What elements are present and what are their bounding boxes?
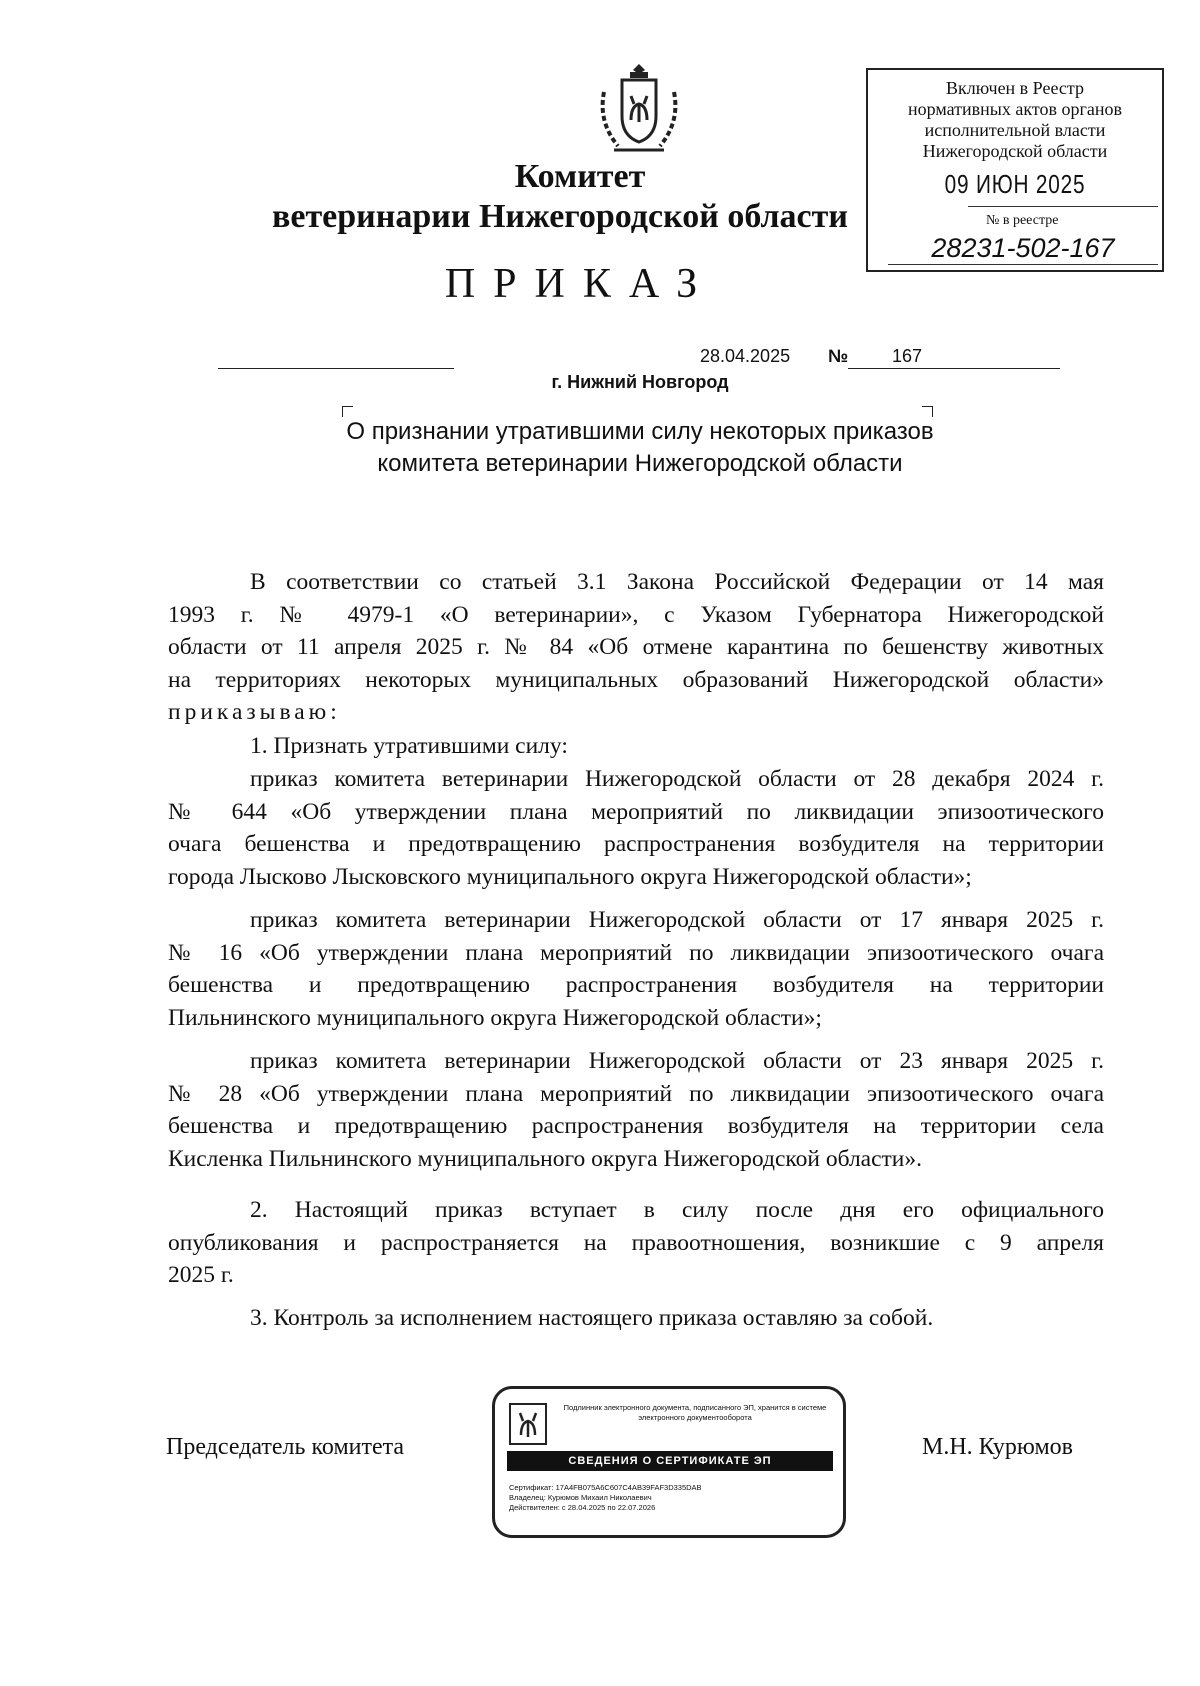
stamp-line: Включен в Реестр bbox=[946, 78, 1084, 98]
date-underline bbox=[218, 368, 454, 369]
text-line: Кисленка Пильнинского муниципального округа Нижегородской области». bbox=[168, 1145, 922, 1172]
stamp-registry-number: 28231-502-167 bbox=[888, 232, 1158, 265]
text-line: Пильнинского муниципального округа Нижегородской области»; bbox=[168, 1004, 822, 1031]
text-line: 1. Признать утратившими силу: bbox=[250, 733, 568, 759]
text-line: № 16 «Об утверждении плана мероприятий по ликвидации эпизоотического очага bbox=[168, 939, 1104, 966]
order-word: приказываю: bbox=[168, 699, 341, 725]
text-line: бешенства и предотвращению распространения возбудителя на территории bbox=[168, 972, 1104, 998]
electronic-signature-stamp bbox=[492, 1386, 846, 1538]
text-line: опубликования и распространяется на правоотношения, возникшие с 9 апреля bbox=[168, 1229, 1104, 1256]
item-1-sub-3 bbox=[168, 1045, 1104, 1175]
text-line: 3. Контроль за исполнением настоящего приказа оставляю за собой. bbox=[250, 1305, 934, 1331]
signer-title: Председатель комитета bbox=[166, 1434, 405, 1460]
coat-of-arms-icon bbox=[594, 62, 684, 160]
document-city: г. Нижний Новгород bbox=[551, 372, 729, 392]
esig-header-bar: СВЕДЕНИЯ О СЕРТИФИКАТЕ ЭП bbox=[507, 1451, 833, 1471]
item-1-sub-1 bbox=[168, 763, 1104, 893]
text-line: бешенства и предотвращению распространения возбудителя на территории села bbox=[168, 1113, 1104, 1139]
document-type-title: ПРИКАЗ bbox=[444, 261, 716, 307]
text-line: приказ комитета ветеринарии Нижегородской области от 23 января 2025 г. bbox=[250, 1048, 1104, 1074]
item-1-sub-2 bbox=[168, 904, 1104, 1034]
esig-certificate: Сертификат: 17A4FB075A6C607C4AB39FAF3D335DAB bbox=[509, 1483, 702, 1492]
text-line: города Лысково Лысковского муниципального округа Нижегородской области»; bbox=[168, 863, 972, 890]
number-underline bbox=[848, 368, 1060, 369]
text-line: В соответствии со статьей 3.1 Закона Российской Федерации от 14 мая bbox=[250, 569, 1104, 595]
text-line: 2025 г. bbox=[168, 1262, 234, 1288]
text-line: № 28 «Об утверждении плана мероприятий по ликвидации эпизоотического очага bbox=[168, 1080, 1104, 1107]
deer-emblem-icon bbox=[509, 1403, 547, 1445]
stamp-divider bbox=[968, 206, 1158, 207]
signer-name: М.Н. Курюмов bbox=[922, 1434, 1074, 1460]
esig-details bbox=[509, 1483, 829, 1513]
item-3 bbox=[168, 1302, 1104, 1335]
stamp-number-label: № в реестре bbox=[986, 213, 1059, 228]
stamp-date: 09 ИЮН 2025 bbox=[944, 169, 1086, 199]
text-line: № 644 «Об утверждении плана мероприятий по ликвидации эпизоотического bbox=[168, 798, 1104, 825]
text-line: приказ комитета ветеринарии Нижегородской области от 28 декабря 2024 г. bbox=[250, 766, 1104, 792]
text-line: 2. Настоящий приказ вступает в силу после дня его официального bbox=[250, 1197, 1104, 1223]
esig-note: Подлинник электронного документа, подписанного ЭП, хранится в системе электронного документооборота bbox=[563, 1403, 827, 1422]
esig-valid: Действителен: с 28.04.2025 по 22.07.2026 bbox=[509, 1503, 656, 1512]
registry-stamp bbox=[866, 68, 1164, 272]
item-2 bbox=[168, 1194, 1104, 1292]
text-line: приказ комитета ветеринарии Нижегородской области от 17 января 2025 г. bbox=[250, 907, 1104, 933]
org-name-line2: ветеринарии Нижегородской области bbox=[272, 198, 848, 235]
preamble-paragraph bbox=[168, 566, 1104, 729]
item-1 bbox=[168, 730, 1104, 763]
document-date: 28.04.2025 bbox=[700, 346, 791, 366]
number-sign: № bbox=[828, 346, 849, 366]
document-subject: О признании утратившими силу некоторых приказов комитета ветеринарии Нижегородской области bbox=[346, 418, 934, 477]
text-line: области от 11 апреля 2025 г. № 84 «Об отмене карантина по бешенству животных bbox=[168, 634, 1104, 660]
stamp-line: нормативных актов органов bbox=[907, 99, 1122, 119]
org-name-line1: Комитет bbox=[514, 158, 646, 195]
stamp-line: Нижегородской области bbox=[922, 141, 1108, 161]
document-number: 167 bbox=[892, 346, 923, 366]
text-line: на территориях некоторых муниципальных образований Нижегородской области» bbox=[168, 666, 1104, 693]
text-line: очага бешенства и предотвращению распространения возбудителя на территории bbox=[168, 831, 1104, 857]
esig-owner: Владелец: Курюмов Михаил Николаевич bbox=[509, 1493, 652, 1502]
stamp-line: исполнительной власти bbox=[924, 120, 1106, 140]
text-line: 1993 г. № 4979-1 «О ветеринарии», с Указом Губернатора Нижегородской bbox=[168, 601, 1104, 628]
